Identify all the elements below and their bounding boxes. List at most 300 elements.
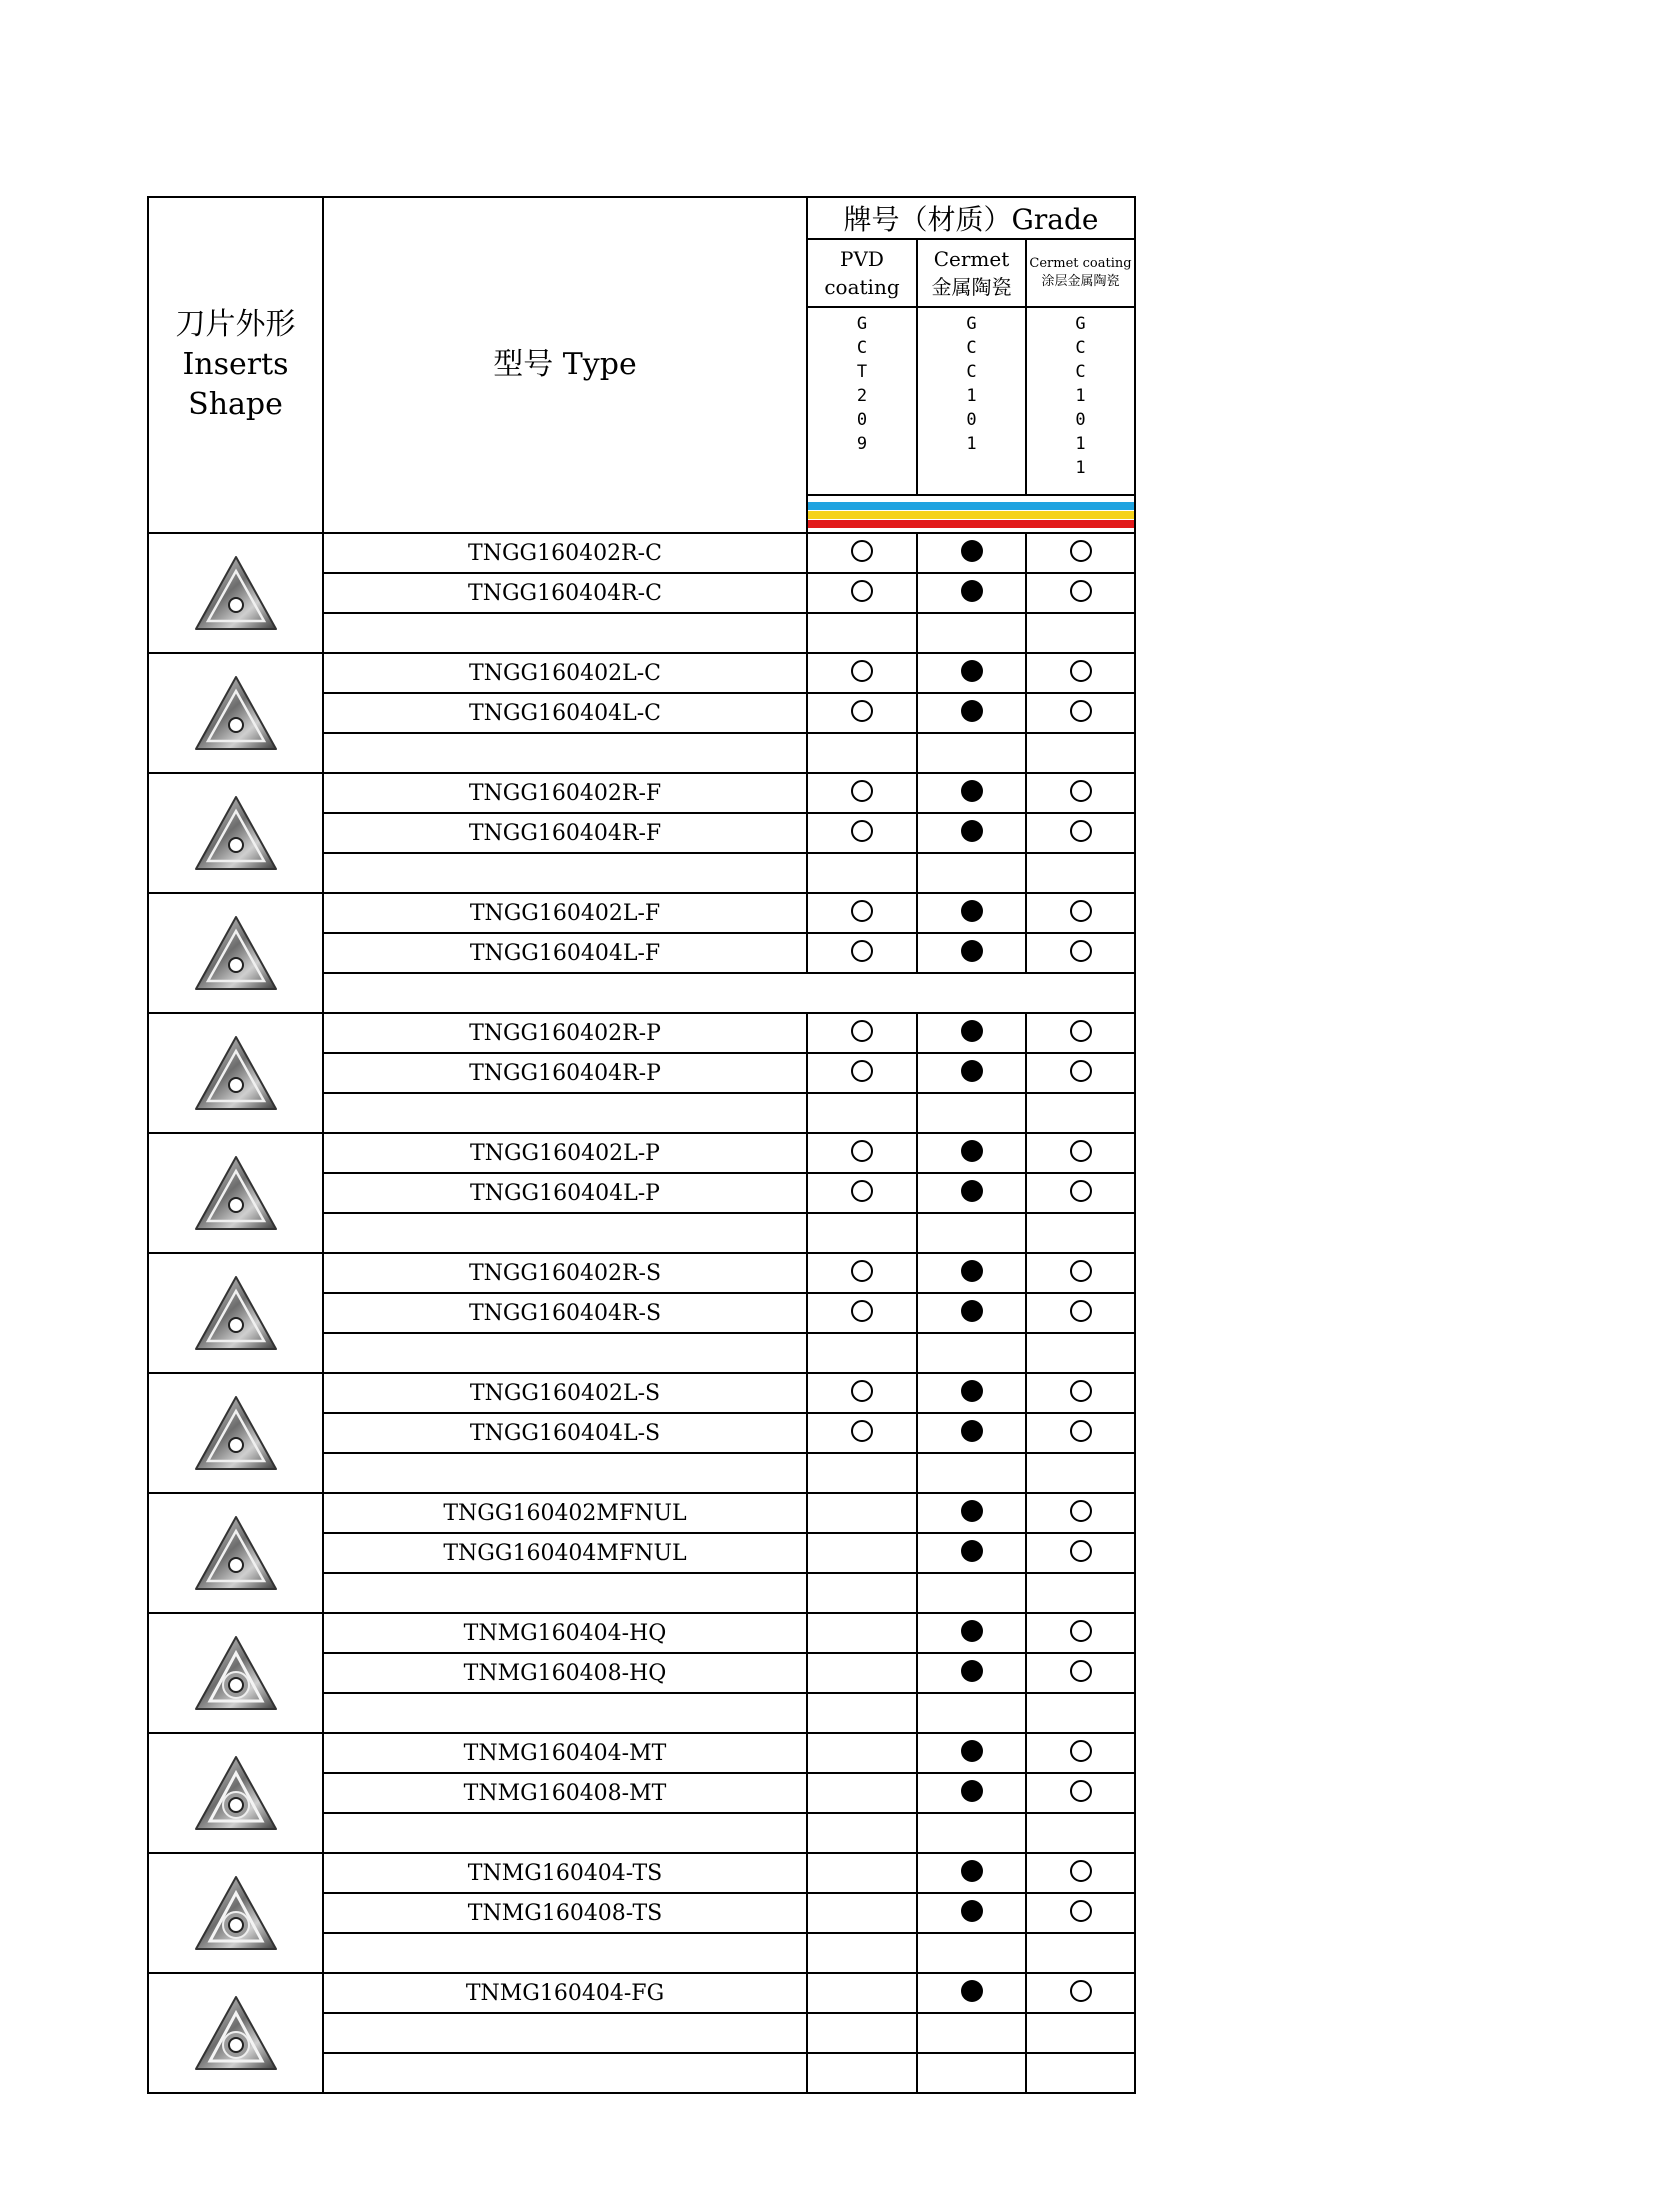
grade-mark-cell (807, 1013, 917, 1053)
grade-mark-cell (807, 573, 917, 613)
grade-mark-cell (1026, 1573, 1135, 1613)
open-circle-icon (1070, 1860, 1092, 1882)
grade-code-char: 9 (856, 434, 868, 454)
insert-shape-cell (148, 1133, 323, 1253)
grade-mark-cell (1026, 853, 1135, 893)
insert-type-code (323, 1573, 807, 1613)
grade-mark-cell (1026, 613, 1135, 653)
open-circle-icon (851, 580, 873, 602)
insert-type-code: TNGG160402R-S (323, 1253, 807, 1293)
insert-type-code: TNGG160404R-S (323, 1293, 807, 1333)
open-circle-icon (851, 1380, 873, 1402)
tngg-triangle-insert-icon (190, 791, 282, 875)
grade-code-char: 1 (1075, 434, 1086, 454)
grade-mark-cell (807, 1413, 917, 1453)
filled-circle-icon (961, 580, 983, 602)
grade-code-char: C (1075, 362, 1086, 382)
grade-name-line: coating (824, 275, 900, 299)
grade-mark-cell (1026, 1013, 1135, 1053)
grade-mark-cell (917, 1573, 1026, 1613)
filled-circle-icon (961, 540, 983, 562)
filled-circle-icon (961, 780, 983, 802)
filled-circle-icon (961, 700, 983, 722)
type-header (323, 197, 807, 533)
grade-mark-cell (917, 1653, 1026, 1693)
grade-mark-cell (917, 533, 1026, 573)
open-circle-icon (1070, 1140, 1092, 1162)
insert-type-code: TNMG160408-MT (323, 1773, 807, 1813)
grade-mark-cell (1026, 1773, 1135, 1813)
filled-circle-icon (961, 1140, 983, 1162)
grade-code-char: 2 (856, 386, 868, 406)
grade-mark-cell (1026, 2013, 1135, 2053)
grade-mark-cell (807, 1933, 917, 1973)
shape-header-line: 刀片外形 (175, 307, 296, 342)
grade-mark-cell (917, 853, 1026, 893)
insert-type-code: TNGG160404R-F (323, 813, 807, 853)
grade-mark-cell (807, 1253, 917, 1293)
insert-type-code (323, 1813, 807, 1853)
tngg-triangle-insert-icon (190, 551, 282, 635)
insert-type-code: TNMG160404-TS (323, 1853, 807, 1893)
grade-code-char: C (966, 338, 977, 358)
open-circle-icon (1070, 1780, 1092, 1802)
grade-mark-cell (1026, 1213, 1135, 1253)
grade-mark-cell (917, 1733, 1026, 1773)
grade-mark-cell (1026, 1173, 1135, 1213)
grade-mark-cell (1026, 773, 1135, 813)
open-circle-icon (851, 1180, 873, 1202)
grade-mark-cell (807, 1733, 917, 1773)
tnmg-triangle-insert-icon (190, 1871, 282, 1955)
grade-mark-cell (1026, 1893, 1135, 1933)
insert-shape-cell (148, 1973, 323, 2093)
insert-shape-cell (148, 1253, 323, 1373)
open-circle-icon (1070, 1540, 1092, 1562)
grade-mark-cell (807, 653, 917, 693)
insert-type-code: TNGG160402L-F (323, 893, 807, 933)
open-circle-icon (851, 820, 873, 842)
table-row (148, 1973, 1135, 2013)
open-circle-icon (851, 1420, 873, 1442)
open-circle-icon (1070, 540, 1092, 562)
open-circle-icon (1070, 1300, 1092, 1322)
grade-code-char: C (966, 362, 977, 382)
grade-mark-cell (1026, 1693, 1135, 1733)
grade-mark-cell (1026, 1973, 1135, 2013)
insert-grade-table (147, 196, 1134, 2097)
grade-mark-cell (807, 613, 917, 653)
insert-shape-cell (148, 773, 323, 893)
tngg-triangle-insert-icon (190, 1151, 282, 1235)
grade-mark-cell (917, 1093, 1026, 1133)
filled-circle-icon (961, 1420, 983, 1442)
grade-mark-cell (1026, 2053, 1135, 2093)
open-circle-icon (1070, 1620, 1092, 1642)
tngg-triangle-insert-icon (190, 1271, 282, 1355)
table-row (148, 533, 1135, 573)
table-row (148, 1373, 1135, 1413)
open-circle-icon (1070, 1500, 1092, 1522)
grade-mark-cell (917, 1213, 1026, 1253)
grade-mark-cell (917, 1133, 1026, 1173)
open-circle-icon (851, 1300, 873, 1322)
grade-mark-cell (917, 613, 1026, 653)
insert-type-code: TNGG160404R-C (323, 573, 807, 613)
open-circle-icon (1070, 1900, 1092, 1922)
insert-shape-cell (148, 1373, 323, 1493)
grade-cermet-header (917, 239, 1026, 307)
grade-mark-cell (917, 693, 1026, 733)
grade-mark-cell (917, 1973, 1026, 2013)
tnmg-triangle-insert-icon (190, 1631, 282, 1715)
grade-mark-cell (917, 1893, 1026, 1933)
grade-code-char: 1 (1075, 458, 1086, 478)
grade-mark-cell (1026, 1373, 1135, 1413)
open-circle-icon (1070, 1060, 1092, 1082)
table-row (148, 653, 1135, 693)
grade-mark-cell (1026, 653, 1135, 693)
grade-mark-cell (807, 1693, 917, 1733)
insert-shape-cell (148, 893, 323, 1013)
table-row (148, 1013, 1135, 1053)
open-circle-icon (851, 1260, 873, 1282)
grade-mark-cell (1026, 1813, 1135, 1853)
open-circle-icon (1070, 1420, 1092, 1442)
grade-cermet-coating-header (1026, 239, 1135, 307)
grade-mark-cell (1026, 1853, 1135, 1893)
insert-type-code: TNGG160402L-C (323, 653, 807, 693)
grade-mark-cell (807, 1613, 917, 1653)
table-row (148, 1613, 1135, 1653)
stripe-yellow (808, 511, 1134, 519)
grade-mark-cell (917, 2053, 1026, 2093)
grade-mark-cell (807, 1173, 917, 1213)
grade-mark-cell (1026, 893, 1135, 933)
insert-type-code: TNGG160402R-C (323, 533, 807, 573)
filled-circle-icon (961, 1860, 983, 1882)
grade-mark-cell (917, 653, 1026, 693)
filled-circle-icon (961, 1660, 983, 1682)
grade-mark-cell (1026, 1133, 1135, 1173)
grade-mark-cell (1026, 693, 1135, 733)
filled-circle-icon (961, 900, 983, 922)
grade-code-char: T (856, 362, 868, 382)
filled-circle-icon (961, 1620, 983, 1642)
grade-mark-cell (807, 1133, 917, 1173)
open-circle-icon (851, 540, 873, 562)
insert-type-code: TNMG160408-HQ (323, 1653, 807, 1693)
grade-mark-cell (807, 1333, 917, 1373)
grade-mark-cell (917, 2013, 1026, 2053)
insert-type-code (323, 613, 807, 653)
grade-mark-cell (917, 1813, 1026, 1853)
open-circle-icon (1070, 820, 1092, 842)
shape-header-line: Inserts (182, 347, 289, 382)
insert-type-code: TNGG160404L-C (323, 693, 807, 733)
open-circle-icon (1070, 1660, 1092, 1682)
grade-mark-cell (917, 1453, 1026, 1493)
filled-circle-icon (961, 1260, 983, 1282)
insert-type-code (323, 1453, 807, 1493)
open-circle-icon (851, 660, 873, 682)
grade-code-char: 1 (966, 386, 977, 406)
insert-type-code: TNGG160402MFNUL (323, 1493, 807, 1533)
stripe-red (808, 520, 1134, 528)
grade-mark-cell (917, 1053, 1026, 1093)
grade-mark-cell (807, 933, 917, 973)
grade-mark-cell (807, 1853, 917, 1893)
filled-circle-icon (961, 1540, 983, 1562)
filled-circle-icon (961, 1180, 983, 1202)
grade-name-line: 涂层金属陶瓷 (1041, 274, 1120, 289)
grade-mark-cell (917, 1853, 1026, 1893)
insert-type-code: TNGG160402L-S (323, 1373, 807, 1413)
insert-shape-cell (148, 1013, 323, 1133)
grade-mark-cell (807, 693, 917, 733)
grade-mark-cell (1026, 1653, 1135, 1693)
insert-type-code: TNGG160404R-P (323, 1053, 807, 1093)
insert-shape-cell (148, 1853, 323, 1973)
grade-code-char: 1 (966, 434, 977, 454)
grade-mark-cell (917, 773, 1026, 813)
grade-mark-cell (1026, 1733, 1135, 1773)
grade-code-char: 0 (1075, 410, 1086, 430)
grade-code-gcc101 (917, 307, 1026, 495)
insert-type-code (323, 2053, 807, 2093)
grade-mark-cell (917, 1533, 1026, 1573)
insert-type-code: TNGG160404L-S (323, 1413, 807, 1453)
filled-circle-icon (961, 1980, 983, 2002)
insert-shape-cell (148, 653, 323, 773)
table-row (148, 1733, 1135, 1773)
grade-code-char: 1 (1075, 386, 1086, 406)
insert-type-code: TNGG160402R-P (323, 1013, 807, 1053)
grade-mark-cell (917, 1693, 1026, 1733)
insert-shape-cell (148, 1613, 323, 1733)
open-circle-icon (851, 1140, 873, 1162)
open-circle-icon (1070, 1180, 1092, 1202)
table-row (148, 1253, 1135, 1293)
grade-mark-cell (917, 733, 1026, 773)
insert-type-code: TNGG160402L-P (323, 1133, 807, 1173)
grade-code-char: G (966, 314, 977, 334)
grade-mark-cell (1026, 1933, 1135, 1973)
open-circle-icon (851, 780, 873, 802)
insert-type-code: TNGG160402R-F (323, 773, 807, 813)
table-row (148, 1493, 1135, 1533)
grade-mark-cell (917, 1613, 1026, 1653)
grade-mark-cell (917, 1013, 1026, 1053)
grade-mark-cell (807, 2053, 917, 2093)
grade-mark-cell (1026, 1493, 1135, 1533)
grade-mark-cell (807, 1653, 917, 1693)
grade-code-char: C (1075, 338, 1086, 358)
grade-code-char: 0 (966, 410, 977, 430)
shape-header-line: Shape (188, 387, 283, 422)
grade-code-char: 0 (856, 410, 868, 430)
grade-header: 牌号（材质）Grade (807, 197, 1135, 239)
grade-mark-cell (807, 1453, 917, 1493)
filled-circle-icon (961, 1900, 983, 1922)
grade-mark-cell (1026, 1293, 1135, 1333)
grade-mark-cell (1026, 1413, 1135, 1453)
tngg-triangle-insert-icon (190, 671, 282, 755)
grade-mark-cell (917, 1173, 1026, 1213)
grade-mark-cell (1026, 733, 1135, 773)
grade-code-gct209 (807, 307, 917, 495)
grade-mark-cell (807, 773, 917, 813)
insert-shape-cell (148, 533, 323, 653)
open-circle-icon (851, 1020, 873, 1042)
tnmg-triangle-insert-icon (190, 1991, 282, 2075)
open-circle-icon (851, 700, 873, 722)
table-row (148, 1133, 1135, 1173)
grade-mark-cell (1026, 813, 1135, 853)
grade-code-char: C (856, 338, 868, 358)
table-row (148, 1853, 1135, 1893)
color-stripes (807, 495, 1135, 533)
grade-code-char: G (856, 314, 868, 334)
insert-type-code: TNMG160404-HQ (323, 1613, 807, 1653)
insert-type-code (323, 853, 807, 893)
grade-mark-cell (807, 1493, 917, 1533)
open-circle-icon (1070, 900, 1092, 922)
filled-circle-icon (961, 660, 983, 682)
table-row (148, 893, 1135, 933)
grade-code-char: G (1075, 314, 1086, 334)
grade-mark-cell (917, 933, 1026, 973)
grade-mark-cell (1026, 1613, 1135, 1653)
grade-mark-cell (917, 1293, 1026, 1333)
insert-shape-cell (148, 1733, 323, 1853)
grade-name-line: Cermet (933, 247, 1010, 271)
grade-name-line: PVD (840, 247, 884, 271)
tngg-triangle-insert-icon (190, 1031, 282, 1115)
grade-mark-cell (1026, 933, 1135, 973)
grade-name-line: Cermet coating (1029, 256, 1132, 271)
open-circle-icon (1070, 780, 1092, 802)
tnmg-triangle-insert-icon (190, 1751, 282, 1835)
grade-mark-cell (807, 1573, 917, 1613)
grade-mark-cell (807, 1773, 917, 1813)
open-circle-icon (1070, 1020, 1092, 1042)
open-circle-icon (1070, 1380, 1092, 1402)
open-circle-icon (1070, 700, 1092, 722)
grade-mark-cell (917, 1333, 1026, 1373)
grade-mark-cell (1026, 573, 1135, 613)
grade-mark-cell (807, 733, 917, 773)
grade-name-line: 金属陶瓷 (931, 275, 1012, 299)
open-circle-icon (851, 1060, 873, 1082)
grade-mark-cell (1026, 533, 1135, 573)
insert-type-code (323, 1693, 807, 1733)
type-header-label: 型号 Type (493, 347, 637, 382)
grade-mark-cell (917, 1253, 1026, 1293)
grade-mark-cell (1026, 1093, 1135, 1133)
open-circle-icon (1070, 1980, 1092, 2002)
insert-type-code: TNGG160404L-P (323, 1173, 807, 1213)
insert-type-code: TNMG160408-TS (323, 1893, 807, 1933)
grade-mark-cell (917, 573, 1026, 613)
insert-shape-cell (148, 1493, 323, 1613)
tngg-triangle-insert-icon (190, 1391, 282, 1475)
filled-circle-icon (961, 940, 983, 962)
insert-type-code: TNGG160404MFNUL (323, 1533, 807, 1573)
insert-type-code (323, 1213, 807, 1253)
open-circle-icon (1070, 1260, 1092, 1282)
filled-circle-icon (961, 1780, 983, 1802)
open-circle-icon (851, 940, 873, 962)
insert-type-code (323, 1933, 807, 1973)
stripe-blue (808, 502, 1134, 510)
tngg-triangle-insert-icon (190, 1511, 282, 1595)
grade-mark-cell (807, 1293, 917, 1333)
open-circle-icon (1070, 940, 1092, 962)
filled-circle-icon (961, 1500, 983, 1522)
grade-mark-cell (807, 1533, 917, 1573)
insert-type-code (323, 733, 807, 773)
insert-type-code (323, 1333, 807, 1373)
open-circle-icon (1070, 580, 1092, 602)
table-row (148, 773, 1135, 813)
grade-mark-cell (917, 1933, 1026, 1973)
grade-code-gcc1011 (1026, 307, 1135, 495)
grade-mark-cell (807, 1093, 917, 1133)
grade-pvd-header (807, 239, 917, 307)
insert-type-code: TNGG160404L-F (323, 933, 807, 973)
grade-mark-cell (1026, 1253, 1135, 1293)
filled-circle-icon (961, 1380, 983, 1402)
grade-mark-cell (1026, 1053, 1135, 1093)
tngg-triangle-insert-icon (190, 911, 282, 995)
grade-mark-cell (917, 813, 1026, 853)
grade-mark-cell (917, 1373, 1026, 1413)
grade-mark-cell (807, 1813, 917, 1853)
open-circle-icon (1070, 660, 1092, 682)
grade-mark-cell (1026, 1333, 1135, 1373)
grade-mark-cell (917, 1493, 1026, 1533)
grade-mark-cell (917, 1413, 1026, 1453)
grade-mark-cell (807, 813, 917, 853)
grade-mark-cell (807, 853, 917, 893)
filled-circle-icon (961, 1020, 983, 1042)
open-circle-icon (1070, 1740, 1092, 1762)
filled-circle-icon (961, 820, 983, 842)
grade-mark-cell (807, 1373, 917, 1413)
insert-type-code (323, 1093, 807, 1133)
merged-blank-cell (323, 973, 1135, 1013)
inserts-shape-header (148, 197, 323, 533)
grade-table (147, 196, 1136, 2094)
filled-circle-icon (961, 1300, 983, 1322)
grade-mark-cell (917, 1773, 1026, 1813)
grade-mark-cell (1026, 1453, 1135, 1493)
grade-mark-cell (807, 533, 917, 573)
filled-circle-icon (961, 1740, 983, 1762)
insert-type-code (323, 2013, 807, 2053)
insert-type-code: TNMG160404-MT (323, 1733, 807, 1773)
grade-mark-cell (807, 2013, 917, 2053)
grade-mark-cell (807, 1893, 917, 1933)
grade-mark-cell (917, 893, 1026, 933)
insert-type-code: TNMG160404-FG (323, 1973, 807, 2013)
open-circle-icon (851, 900, 873, 922)
grade-mark-cell (1026, 1533, 1135, 1573)
grade-mark-cell (807, 893, 917, 933)
grade-mark-cell (807, 1053, 917, 1093)
grade-mark-cell (807, 1213, 917, 1253)
